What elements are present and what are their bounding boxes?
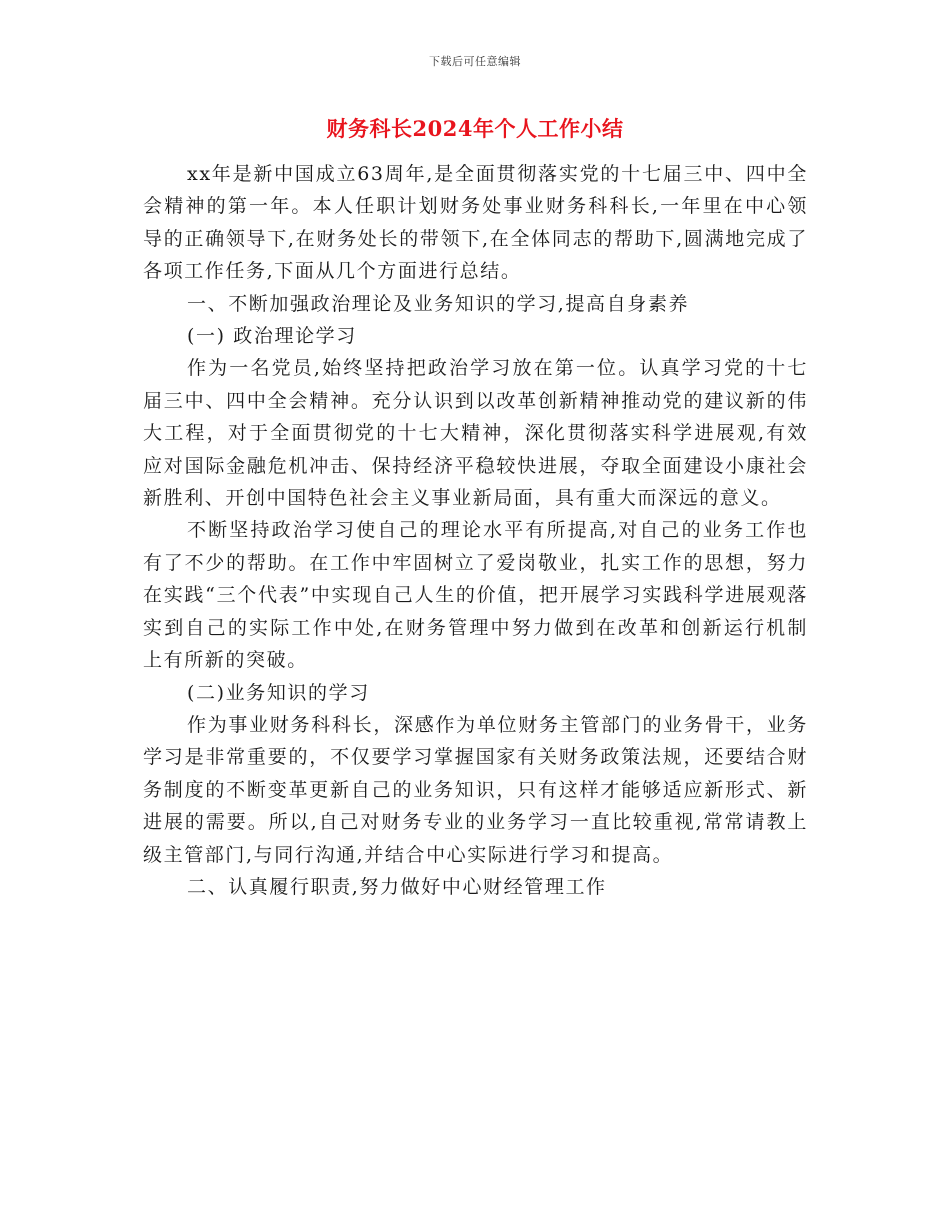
paragraph-political-study: 作为一名党员,始终坚持把政治学习放在第一位。认真学习党的十七届三中、四中全会精神。充分认识到以改革创新精神推动党的建议新的伟大工程，对于全面贯彻党的十七大精神，深化贯彻落实科学进展观,有效应对国际金融危机冲击、保持经济平稳较快进展，夺取全面建设小康社会新胜利、开创中国特色社会主义事业新局面，具有重大而深远的意义。 <box>143 357 808 510</box>
paragraph-business-study: 作为事业财务科科长，深感作为单位财务主管部门的业务骨干，业务学习是非常重要的，不仅要学习掌握国家有关财务政策法规，还要结合财务制度的不断变革更新自己的业务知识，只有这样才能够适应新形式、新进展的需要。所以,自己对财务专业的业务学习一直比较重视,常常请教上级主管部门,与同行沟通,并结合中心实际进行学习和提高。 <box>143 713 808 866</box>
paragraph-intro: xx年是新中国成立63周年,是全面贯彻落实党的十七届三中、四中全会精神的第一年。本人任职计划财务处事业财务科科长,一年里在中心领导的正确领导下,在财务处长的带领下,在全体同志的帮助下,圆满地完成了各项工作任务,下面从几个方面进行总结。 <box>143 163 808 283</box>
subsection-heading-1-2: (二)业务知识的学习 <box>187 681 370 704</box>
page-header-note: 下载后可任意编辑 <box>429 55 521 68</box>
document-body <box>143 158 808 903</box>
section-heading-1: 一、不断加强政治理论及业务知识的学习,提高自身素养 <box>187 292 690 315</box>
subsection-heading-1-1: (一) 政治理论学习 <box>187 325 357 348</box>
document-title: 财务科长2024年个人工作小结 <box>326 116 624 141</box>
paragraph-political-study-effect: 不断坚持政治学习使自己的理论水平有所提高,对自己的业务工作也有了不少的帮助。在工作中牢固树立了爱岗敬业，扎实工作的思想，努力在实践“三个代表”中实现自己人生的价值，把开展学习实践科学进展观落实到自己的实际工作中处,在财务管理中努力做到在改革和创新运行机制上有所新的突破。 <box>143 519 808 672</box>
section-heading-2: 二、认真履行职责,努力做好中心财经管理工作 <box>187 875 607 898</box>
